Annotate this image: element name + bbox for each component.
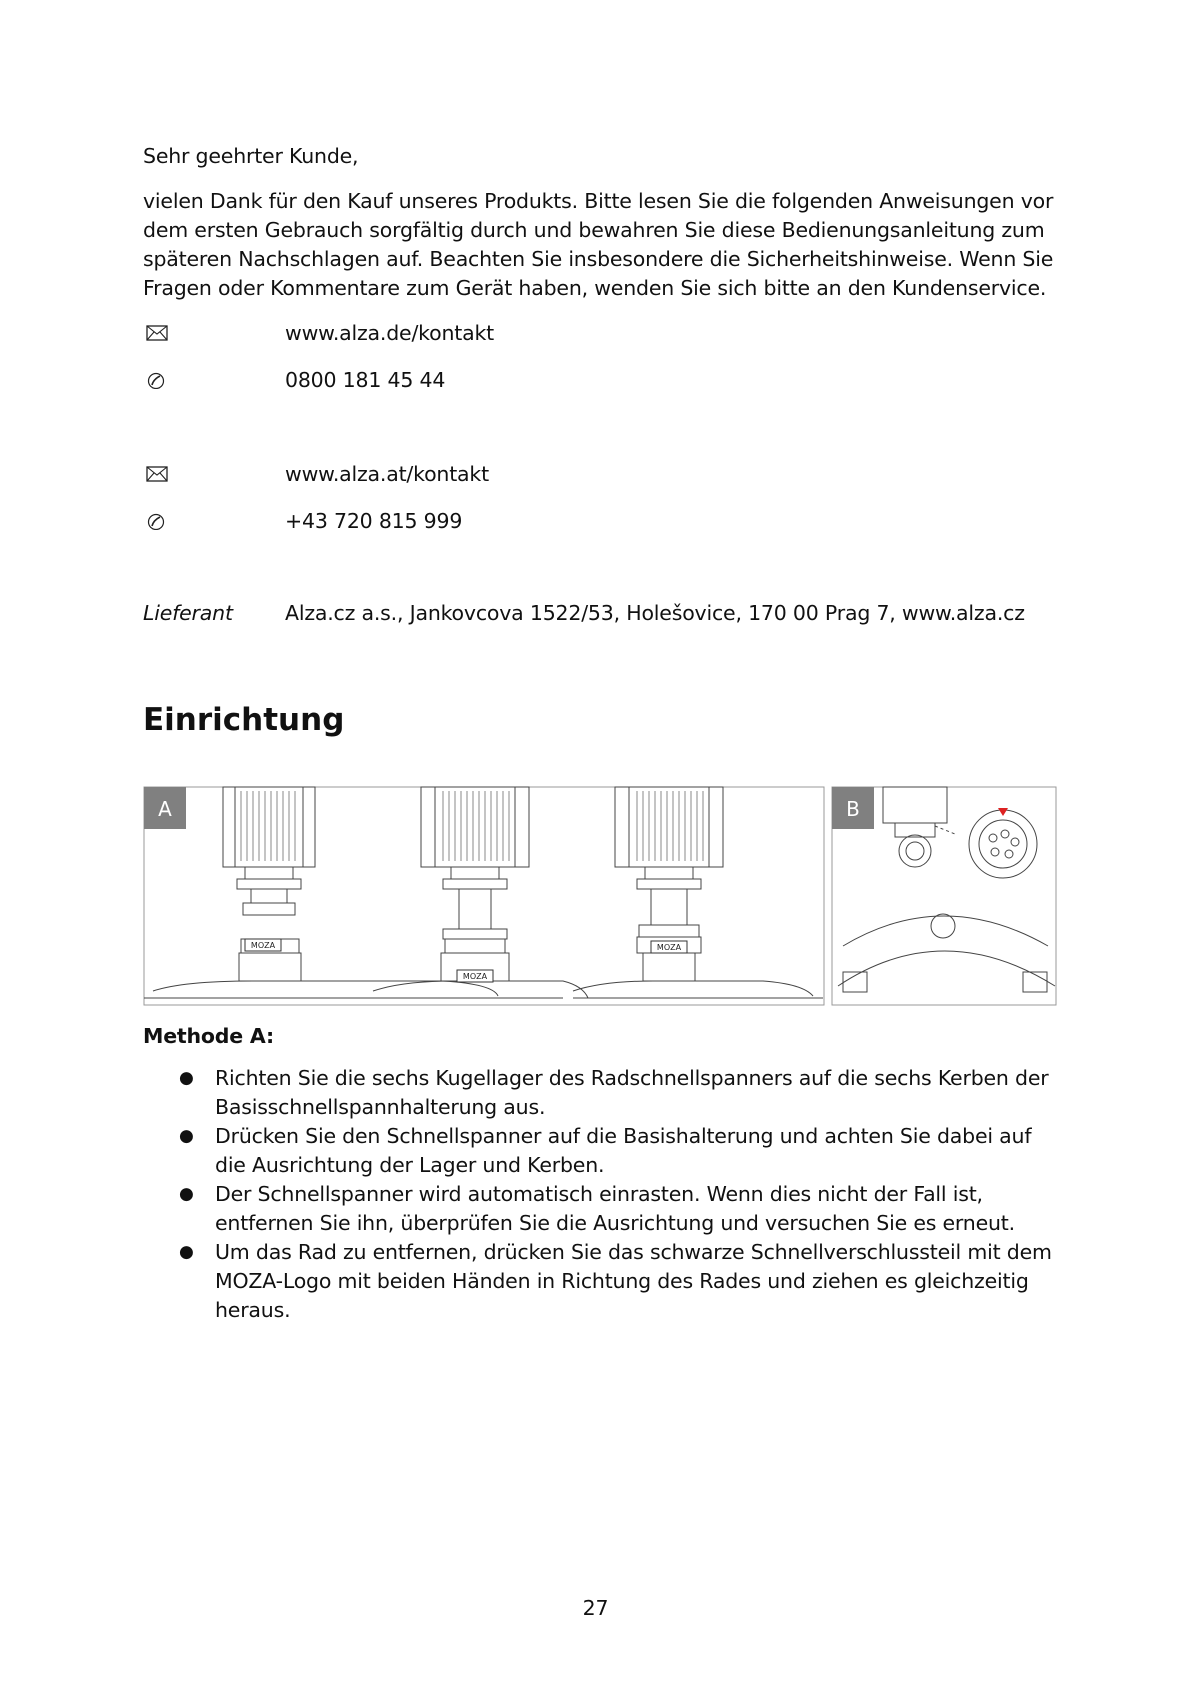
contact-value: www.alza.de/kontakt: [285, 321, 494, 345]
greeting: Sehr geehrter Kunde,: [143, 144, 359, 168]
list-item: [143, 1064, 1063, 1122]
moza-badge-text-2: MOZA: [462, 972, 488, 981]
panel-a-label: A: [158, 797, 172, 821]
contact-row-email-at: [143, 460, 1043, 490]
list-item: [143, 1238, 1063, 1325]
envelope-icon: [146, 465, 168, 483]
bullet-icon: ●: [179, 1126, 194, 1146]
method-title: Methode A:: [143, 1024, 274, 1048]
envelope-icon: [146, 324, 168, 342]
bullet-icon: ●: [179, 1068, 194, 1088]
moza-badge-text-1: MOZA: [250, 941, 276, 950]
contact-row-phone-de: [143, 366, 1043, 396]
contact-row-email-de: [143, 319, 1043, 349]
phone-icon: [146, 512, 168, 530]
supplier-address: Alza.cz a.s., Jankovcova 1522/53, Holešovice, 170 00 Prag 7, www.alza.cz: [285, 601, 1025, 625]
list-item: [143, 1180, 1063, 1238]
step-1-drawing: [144, 787, 563, 998]
intro-paragraph: vielen Dank für den Kauf unseres Produkts. Bitte lesen Sie die folgenden Anweisungen vor dem ersten Gebrauch sorgfältig durch und bewahren Sie diese Bedienungsanleitung zum späteren Nachschlagen auf. Beachten Sie insbesondere die Sicherheitshinweise. Wenn Sie Fragen oder Kommentare zum Gerät haben, wenden Sie sich bitte an den Kundenservice.: [143, 189, 1054, 300]
step-2-drawing: [373, 787, 588, 998]
step-3-drawing: [573, 787, 823, 998]
section-heading: Einrichtung: [143, 702, 345, 738]
list-item-text: Drücken Sie den Schnellspanner auf die Basishalterung und achten Sie dabei auf die Ausrichtung der Lager und Kerben.: [215, 1124, 1032, 1177]
contact-value: 0800 181 45 44: [285, 368, 446, 392]
page-number: 27: [582, 1596, 609, 1620]
list-item: [143, 1122, 1063, 1180]
list-item-text: Richten Sie die sechs Kugellager des Radschnellspanners auf die sechs Kerben der Basisschnellspannhalterung aus.: [215, 1066, 1049, 1119]
contact-row-phone-at: [143, 507, 1043, 537]
contact-value: +43 720 815 999: [285, 509, 463, 533]
panel-b-label: B: [846, 797, 860, 821]
bullet-icon: ●: [179, 1184, 194, 1204]
setup-illustration: [143, 786, 1058, 1006]
contact-value: www.alza.at/kontakt: [285, 462, 489, 486]
instruction-list: [143, 1064, 1063, 1325]
list-item-text: Um das Rad zu entfernen, drücken Sie das schwarze Schnellverschlussteil mit dem MOZA-Logo mit beiden Händen in Richtung des Rades und ziehen es gleichzeitig heraus.: [215, 1240, 1052, 1322]
phone-icon: [146, 371, 168, 389]
alignment-arrow: [998, 808, 1008, 816]
supplier-label: Lieferant: [143, 601, 233, 625]
moza-badge-text-3: MOZA: [656, 943, 682, 952]
list-item-text: Der Schnellspanner wird automatisch einrasten. Wenn dies nicht der Fall ist, entfernen Sie ihn, überprüfen Sie die Ausrichtung und versuchen Sie es erneut.: [215, 1182, 1015, 1235]
bullet-icon: ●: [179, 1242, 194, 1262]
